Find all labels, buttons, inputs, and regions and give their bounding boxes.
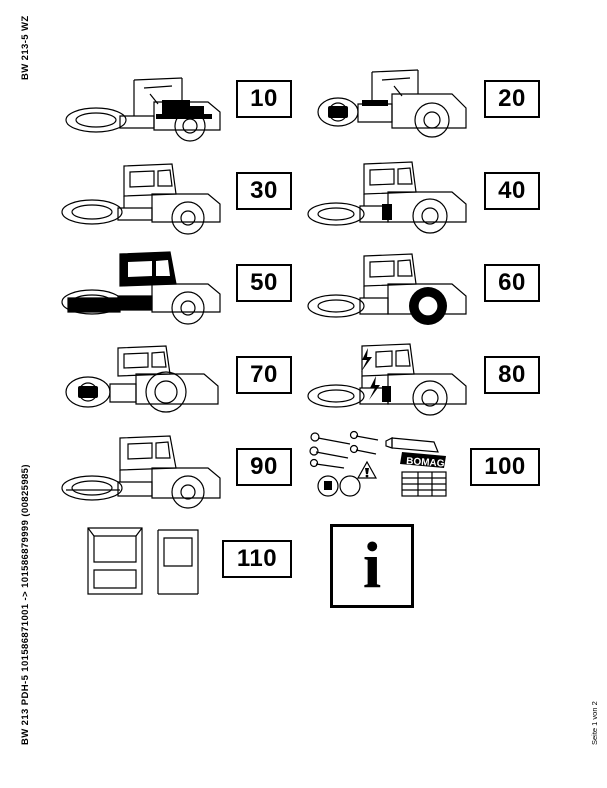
chapter-cell-70[interactable] (58, 336, 308, 428)
information-cell[interactable] (306, 520, 556, 612)
chapter-cell-10[interactable] (58, 60, 308, 152)
chapter-cell-80[interactable] (306, 336, 556, 428)
roller-with-rubber-wheel-illustration (306, 244, 481, 336)
information-symbol[interactable] (330, 524, 414, 608)
chapter-number-box[interactable]: 40 (484, 172, 540, 210)
chapter-cell-30[interactable] (58, 152, 308, 244)
roller-plain-side-view-illustration (58, 428, 233, 520)
chapter-cell-100[interactable] (306, 428, 556, 520)
tools-and-decals-illustration (306, 428, 481, 520)
chapter-number-box[interactable]: 70 (236, 356, 292, 394)
chapter-number-box[interactable]: 110 (222, 540, 292, 578)
chapter-number-box[interactable]: 10 (236, 80, 292, 118)
chapter-number-box[interactable]: 50 (236, 264, 292, 302)
roller-electric-symbol-illustration (306, 336, 481, 428)
chapter-cell-60[interactable] (306, 244, 556, 336)
roller-drum-drive-detail-illustration (58, 336, 233, 428)
document-title-vertical: BW 213-5 WZ (20, 15, 31, 80)
chapter-number-box[interactable]: 30 (236, 172, 292, 210)
roller-cab-filled-black-illustration (58, 244, 233, 336)
chapter-row (58, 336, 573, 428)
roller-with-operator-seat-illustration (58, 60, 233, 152)
chapter-number-box[interactable]: 20 (484, 80, 540, 118)
chapter-row (58, 60, 573, 152)
chapter-row (58, 152, 573, 244)
chapter-number-box[interactable]: 100 (470, 448, 540, 486)
chapter-grid (58, 60, 573, 700)
information-glyph: i (362, 529, 382, 602)
chapter-number-box[interactable]: 90 (236, 448, 292, 486)
roller-cab-side-view-illustration (58, 152, 233, 244)
document-reference-vertical: BW 213 PDH-5 101586871001 -> 101586879999 (00825985) (20, 464, 31, 745)
chapter-row (58, 520, 573, 612)
chapter-cell-20[interactable] (306, 60, 556, 152)
roller-engine-drum-detail-illustration (306, 60, 481, 152)
page-number-label: Seite 1 von 2 (590, 701, 599, 745)
chapter-cell-50[interactable] (58, 244, 308, 336)
chapter-number-box[interactable]: 60 (484, 264, 540, 302)
chapter-cell-40[interactable] (306, 152, 556, 244)
svg-text:BOMAG: BOMAG (405, 456, 445, 470)
cab-shell-and-frame-illustration (58, 520, 233, 612)
chapter-row (58, 428, 573, 520)
chapter-row (58, 244, 573, 336)
roller-cab-rear-view-illustration (306, 152, 481, 244)
chapter-cell-90[interactable] (58, 428, 308, 520)
chapter-cell-110[interactable] (58, 520, 308, 612)
chapter-number-box[interactable]: 80 (484, 356, 540, 394)
